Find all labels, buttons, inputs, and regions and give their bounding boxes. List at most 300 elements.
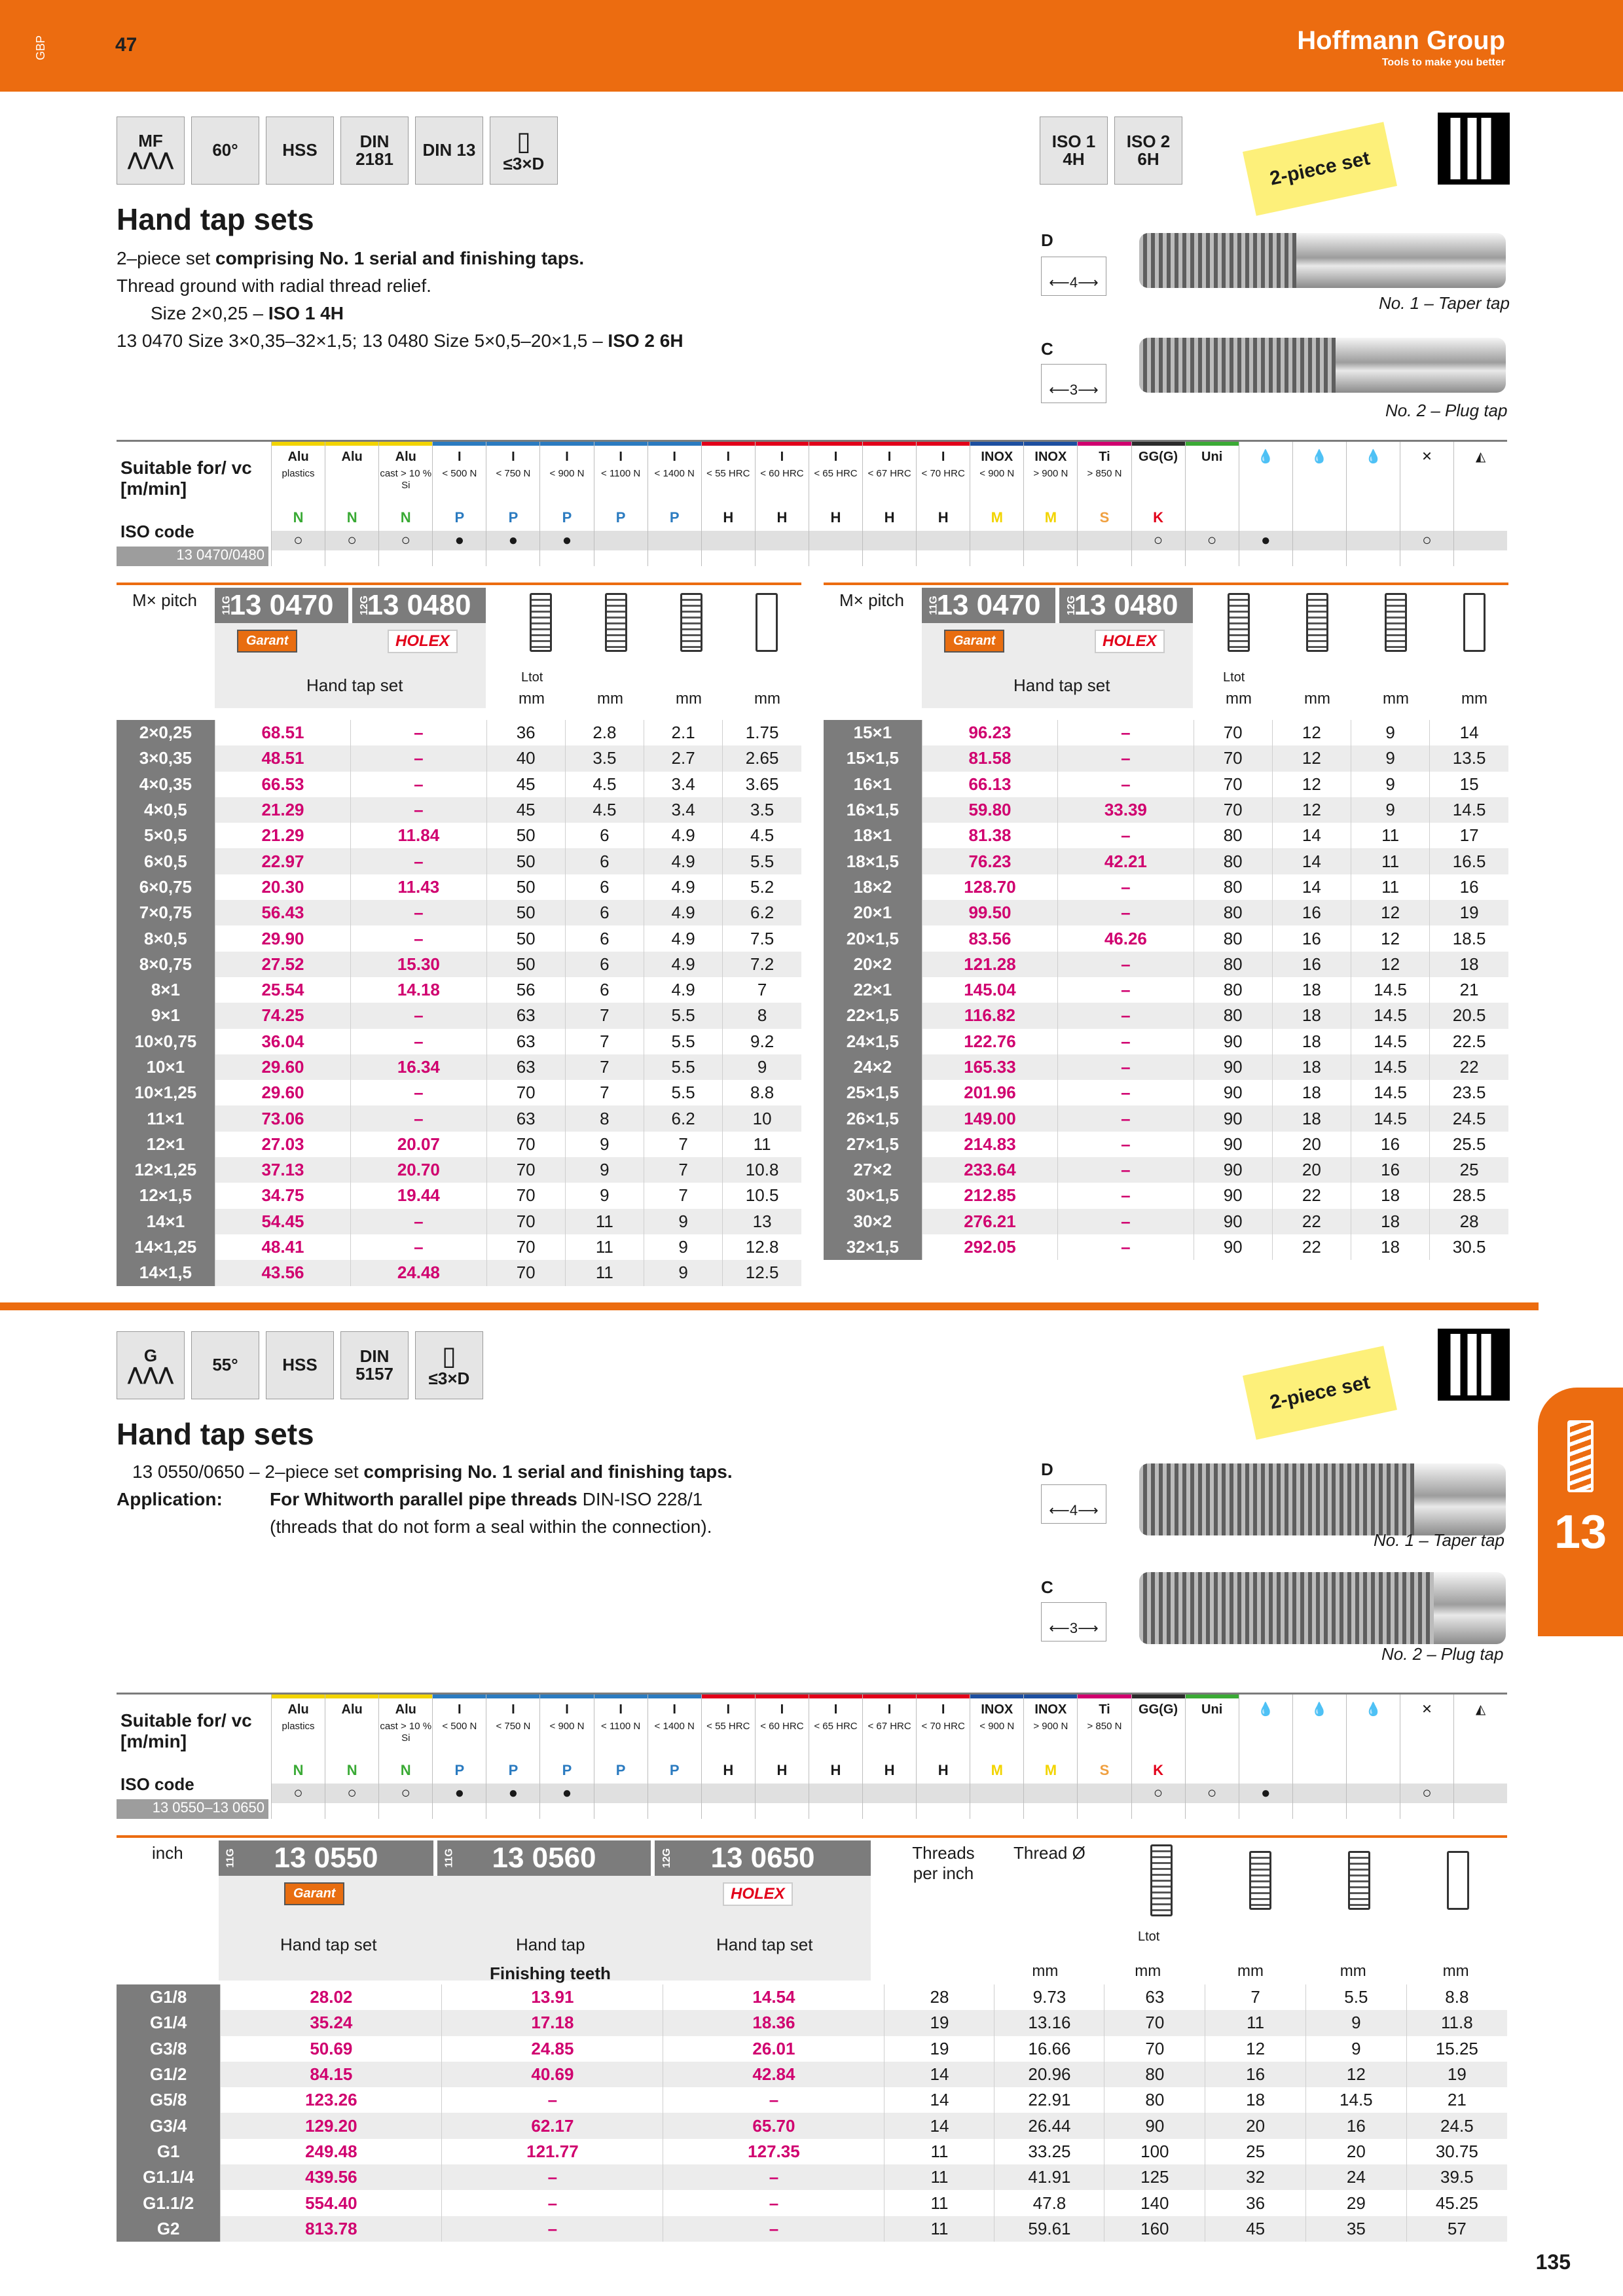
- row-label: 4×0,5: [117, 797, 215, 823]
- ltot-icon: [530, 593, 552, 652]
- table-cell: 65.70: [663, 2113, 884, 2138]
- row-label: 18×2: [824, 874, 922, 900]
- table-cell: 63: [486, 1003, 565, 1028]
- table-cell: 66.53: [215, 772, 350, 797]
- table-cell: 18: [1272, 1054, 1351, 1080]
- table-cell: 48.41: [215, 1234, 350, 1260]
- table-cell: 26.44: [994, 2113, 1104, 2138]
- table-cell: 28.5: [1430, 1183, 1508, 1208]
- sub-hand-tap: Hand tap: [516, 1935, 585, 1954]
- table-cell: 37.13: [215, 1157, 350, 1183]
- s2-taper-tap-image: [1139, 1463, 1506, 1535]
- suit-mark: ○: [325, 531, 378, 550]
- table-cell: 3.5: [565, 745, 644, 771]
- table-row: [117, 977, 801, 1003]
- suit-sub: [1400, 1721, 1453, 1757]
- table-row: [117, 1234, 801, 1260]
- table1-left: [117, 720, 801, 1286]
- table-cell: 45: [1205, 2216, 1306, 2242]
- table-cell: 29.60: [215, 1080, 350, 1105]
- holex-logo-right: HOLEX: [1095, 630, 1165, 653]
- table-cell: 28: [884, 1984, 994, 2010]
- qr-code: [1438, 113, 1510, 185]
- suit-column: [862, 442, 916, 566]
- suit-icon: ◭: [1475, 450, 1486, 464]
- table-cell: 81.38: [922, 823, 1057, 848]
- table-row: [824, 900, 1508, 925]
- row-label: 22×1,5: [824, 1003, 922, 1028]
- table-cell: 90: [1194, 1132, 1272, 1157]
- suit-iso: S: [1099, 509, 1110, 526]
- unit-row: mm mm mm mm: [519, 690, 780, 708]
- table-cell: 36.04: [215, 1029, 350, 1054]
- suit-iso: [1347, 1757, 1400, 1784]
- table-cell: –: [1058, 1003, 1194, 1028]
- table-cell: 22.97: [215, 848, 350, 874]
- table-cell: 30.5: [1430, 1234, 1508, 1260]
- table-cell: 116.82: [922, 1003, 1057, 1028]
- suit-iso: [1239, 505, 1292, 531]
- suit-mark: ●: [540, 531, 593, 550]
- ltot-label-2: Ltot: [1138, 1929, 1160, 1944]
- table-cell: 6: [565, 874, 644, 900]
- suit-column: [647, 442, 701, 566]
- tap1-chamfer-label: D: [1041, 230, 1053, 250]
- table-cell: 90: [1194, 1209, 1272, 1234]
- table-cell: 20: [1272, 1132, 1351, 1157]
- row-label: G1.1/4: [117, 2164, 221, 2190]
- suit-sub: [325, 468, 378, 505]
- table-cell: –: [351, 900, 486, 925]
- suit-sub: [1400, 468, 1453, 505]
- suit-mark: [809, 531, 862, 550]
- row-label: 24×1,5: [824, 1029, 922, 1054]
- suit-icon: I: [887, 1702, 892, 1717]
- suit-iso: H: [723, 1762, 734, 1778]
- table-cell: 9: [1351, 772, 1430, 797]
- table-row: [824, 952, 1508, 977]
- table-cell: 14.5: [1351, 1029, 1430, 1054]
- suit-column: [1400, 1695, 1453, 1819]
- table-cell: –: [663, 2087, 884, 2113]
- table-cell: 12: [1351, 900, 1430, 925]
- table-cell: 7: [723, 977, 801, 1003]
- table-cell: 70: [1194, 797, 1272, 823]
- table-cell: 22: [1430, 1054, 1508, 1080]
- suit-mark: [1078, 1784, 1131, 1803]
- suit-column: [594, 442, 647, 566]
- table-cell: 70: [1104, 2036, 1205, 2062]
- table-cell: 24.5: [1430, 1105, 1508, 1131]
- table-cell: 18: [1272, 1003, 1351, 1028]
- suit-sub: < 70 HRC: [921, 1721, 965, 1732]
- table-cell: 149.00: [922, 1105, 1057, 1131]
- suit-icon: I: [833, 450, 838, 464]
- suit-icon: 💧: [1364, 450, 1381, 464]
- col-thread-dia: Thread Ø: [1013, 1843, 1085, 1863]
- table-cell: 22: [1272, 1234, 1351, 1260]
- s2-tap1-chamfer-icon: ⟵4⟶: [1041, 1484, 1106, 1524]
- suit-icon: 💧: [1257, 1702, 1274, 1717]
- table-cell: –: [351, 1234, 486, 1260]
- table-row: [824, 1132, 1508, 1157]
- table-cell: 25.5: [1430, 1132, 1508, 1157]
- table-cell: 292.05: [922, 1234, 1057, 1260]
- suit-icon: ✕: [1421, 450, 1432, 464]
- table-cell: 18: [1272, 1105, 1351, 1131]
- suit-iso: [1186, 1757, 1239, 1784]
- row-label: 20×2: [824, 952, 922, 977]
- suit-iso: P: [615, 509, 626, 526]
- table-cell: 22.5: [1430, 1029, 1508, 1054]
- table-cell: –: [351, 848, 486, 874]
- row-label: 16×1,5: [824, 797, 922, 823]
- table-cell: 70: [486, 1260, 565, 1285]
- tap2-chamfer-icon: ⟵3⟶: [1041, 364, 1106, 403]
- row-label: G1.1/2: [117, 2190, 221, 2215]
- suit-column: [325, 442, 378, 566]
- suit-mark: ●: [1239, 1784, 1292, 1803]
- table-cell: 12: [1351, 952, 1430, 977]
- suit-mark: [863, 1784, 916, 1803]
- suit-iso: [1293, 505, 1346, 531]
- suit-iso: P: [669, 1762, 680, 1778]
- table-cell: 19: [884, 2036, 994, 2062]
- table-cell: 80: [1104, 2062, 1205, 2087]
- table-cell: 20.96: [994, 2062, 1104, 2087]
- table-cell: 2.65: [723, 745, 801, 771]
- table-cell: 4.9: [644, 874, 723, 900]
- row-label: G3/8: [117, 2036, 221, 2062]
- table-cell: 59.80: [922, 797, 1057, 823]
- suit-iso: P: [454, 509, 465, 526]
- table-cell: 56.43: [215, 900, 350, 925]
- suit-column: [378, 442, 432, 566]
- table-cell: 96.23: [922, 720, 1057, 745]
- brand-area-2: [219, 1876, 871, 1981]
- table-cell: 25: [1205, 2139, 1306, 2164]
- table-row: [824, 720, 1508, 745]
- suit-label-2: Suitable for/ vc [m/min]: [120, 1710, 252, 1751]
- suit-column: [755, 1695, 809, 1819]
- table1-right-header: [824, 583, 1508, 708]
- table-row: [824, 1157, 1508, 1183]
- table-cell: 14: [884, 2087, 994, 2113]
- table-cell: 165.33: [922, 1054, 1057, 1080]
- suit-column: [701, 442, 755, 566]
- table-cell: 20.30: [215, 874, 350, 900]
- table-row: [824, 797, 1508, 823]
- table-cell: 14.5: [1351, 1003, 1430, 1028]
- table-cell: 16: [1430, 874, 1508, 900]
- table-cell: –: [351, 720, 486, 745]
- table-cell: 1.75: [723, 720, 801, 745]
- hand-tap-set-label: Hand tap set: [306, 675, 403, 695]
- table-cell: 24: [1305, 2164, 1406, 2190]
- holex-logo-2: HOLEX: [723, 1882, 793, 1906]
- table-cell: 9: [565, 1183, 644, 1208]
- suit-sub: [1132, 1721, 1185, 1757]
- suit-iso: M: [991, 1762, 1003, 1778]
- table-cell: 36: [1205, 2190, 1306, 2215]
- suit-sub: < 65 HRC: [814, 468, 858, 479]
- table-cell: 18: [1430, 952, 1508, 977]
- suit-column: [1239, 442, 1292, 566]
- row-label: 27×2: [824, 1157, 922, 1183]
- garant-logo-2: Garant: [284, 1882, 344, 1905]
- table-cell: 9.2: [723, 1029, 801, 1054]
- suit-sub: [1347, 468, 1400, 505]
- row-label: 5×0,5: [117, 823, 215, 848]
- suit-mark: ○: [1186, 531, 1239, 550]
- table-cell: –: [1058, 1105, 1194, 1131]
- suit-mark: [970, 531, 1023, 550]
- row-label: G5/8: [117, 2087, 221, 2113]
- table-cell: 63: [486, 1029, 565, 1054]
- table-row: [824, 874, 1508, 900]
- ltot-label-right: Ltot: [1223, 670, 1245, 685]
- table-cell: 249.48: [221, 2139, 442, 2164]
- row-label: 14×1,25: [117, 1234, 215, 1260]
- suit-icon: I: [458, 450, 462, 464]
- table-cell: 233.64: [922, 1157, 1057, 1183]
- table-row: [117, 823, 801, 848]
- table-cell: 16: [1351, 1132, 1430, 1157]
- suit-iso: H: [776, 1762, 788, 1778]
- table-cell: 9: [644, 1209, 723, 1234]
- row-label: G3/4: [117, 2113, 221, 2138]
- table-cell: –: [351, 1209, 486, 1234]
- suit-iso: [1454, 1757, 1507, 1784]
- table-cell: 18: [1272, 977, 1351, 1003]
- table-row: [824, 1029, 1508, 1054]
- suit-column: [1453, 1695, 1507, 1819]
- suit-mark: [702, 531, 755, 550]
- table-cell: 8: [723, 1003, 801, 1028]
- table-cell: 33.39: [1058, 797, 1194, 823]
- suit-mark: [1454, 531, 1507, 550]
- table-cell: –: [1058, 952, 1194, 977]
- table2: [117, 1984, 1507, 2242]
- table-cell: 9: [1305, 2036, 1406, 2062]
- table-row: [117, 1029, 801, 1054]
- sub-hand-tap-set-3: Hand tap set: [716, 1935, 813, 1954]
- row-label: 15×1,5: [824, 745, 922, 771]
- row-label: 7×0,75: [117, 900, 215, 925]
- table-row: [824, 1209, 1508, 1234]
- badge-din-13: DIN 13: [415, 117, 483, 185]
- table-row: [117, 874, 801, 900]
- suit-mark: ●: [433, 1784, 486, 1803]
- suit-sub: [1186, 468, 1239, 505]
- table-cell: 15.25: [1406, 2036, 1507, 2062]
- table-cell: 70: [1104, 2010, 1205, 2036]
- table-cell: 7: [565, 1054, 644, 1080]
- s2-tap2-caption: No. 2 – Plug tap: [1381, 1644, 1504, 1664]
- section1-badges: [117, 117, 558, 185]
- col-m-pitch: M× pitch: [132, 590, 197, 610]
- table-cell: 8: [565, 1105, 644, 1131]
- table-cell: 9: [1351, 745, 1430, 771]
- table-cell: 145.04: [922, 977, 1057, 1003]
- table-cell: 27.03: [215, 1132, 350, 1157]
- table-cell: 6: [565, 952, 644, 977]
- table-cell: 3.5: [723, 797, 801, 823]
- holex-logo: HOLEX: [388, 630, 458, 653]
- row-label: 18×1,5: [824, 848, 922, 874]
- suit-iso: N: [400, 509, 411, 526]
- table-cell: 7: [644, 1132, 723, 1157]
- suit-sub: < 500 N: [442, 1721, 477, 1732]
- table-cell: 90: [1104, 2113, 1205, 2138]
- suit-sub: > 900 N: [1033, 1721, 1068, 1732]
- table-cell: 70: [486, 1183, 565, 1208]
- table-cell: –: [442, 2087, 663, 2113]
- table-cell: 63: [486, 1105, 565, 1131]
- table-cell: 11: [884, 2190, 994, 2215]
- table-cell: 19: [1406, 2062, 1507, 2087]
- table-cell: 11: [1351, 848, 1430, 874]
- table-cell: 16: [1305, 2113, 1406, 2138]
- suit-column: [1239, 1695, 1292, 1819]
- suit-icon: Alu: [341, 450, 363, 464]
- table-cell: 18: [1205, 2087, 1306, 2113]
- s2-tap2-chamfer-icon: ⟵3⟶: [1041, 1602, 1106, 1641]
- table-cell: 14.5: [1430, 797, 1508, 823]
- row-label: 3×0,35: [117, 745, 215, 771]
- table-cell: 12: [1272, 797, 1351, 823]
- bore-icon: [756, 593, 778, 652]
- row-label: 16×1: [824, 772, 922, 797]
- suit-icon: Ti: [1099, 450, 1110, 464]
- table-cell: 70: [486, 1157, 565, 1183]
- suit-column: [486, 1695, 539, 1819]
- badge-din-5157: DIN 5157: [340, 1331, 409, 1399]
- row-label: G2: [117, 2216, 221, 2242]
- suit-column: [1346, 442, 1400, 566]
- table-cell: 90: [1194, 1105, 1272, 1131]
- badge-hss-2: HSS: [266, 1331, 334, 1399]
- table-cell: 76.23: [922, 848, 1057, 874]
- suit-icon: ✕: [1421, 1702, 1432, 1717]
- suit-iso: M: [991, 509, 1003, 526]
- table-row: [117, 900, 801, 925]
- suit-column: [755, 442, 809, 566]
- table-cell: 11: [565, 1209, 644, 1234]
- row-label: 32×1,5: [824, 1234, 922, 1260]
- plug-tap-image: [1139, 338, 1506, 393]
- row-label: 4×0,35: [117, 772, 215, 797]
- table-cell: 80: [1104, 2087, 1205, 2113]
- suit-mark: [917, 531, 970, 550]
- sticky-note-2-piece: 2-piece set: [1243, 122, 1397, 216]
- table-cell: 26.01: [663, 2036, 884, 2062]
- table-cell: –: [1058, 745, 1194, 771]
- table-cell: 5.5: [1305, 1984, 1406, 2010]
- col-inch: inch: [152, 1843, 183, 1863]
- table-cell: 11: [1205, 2010, 1306, 2036]
- row-label: 30×1,5: [824, 1183, 922, 1208]
- table-cell: 63: [486, 1054, 565, 1080]
- table-row: [117, 1209, 801, 1234]
- table-cell: 28.02: [221, 1984, 442, 2010]
- badge-iso2: ISO 2 6H: [1114, 117, 1182, 185]
- table-row: [117, 2113, 1507, 2138]
- table-cell: 17.18: [442, 2010, 663, 2036]
- table-cell: 12.5: [723, 1260, 801, 1285]
- suit-mark: [1347, 531, 1400, 550]
- table-cell: 90: [1194, 1234, 1272, 1260]
- suit-sub: > 850 N: [1087, 468, 1122, 479]
- suit-mark: ●: [433, 531, 486, 550]
- table-cell: 14.5: [1351, 1080, 1430, 1105]
- table-cell: 14: [1430, 720, 1508, 745]
- suit-column: [1453, 442, 1507, 566]
- table-cell: 4.5: [723, 823, 801, 848]
- suit-iso: [1400, 505, 1453, 531]
- logo-tagline: Tools to make you better: [1381, 57, 1505, 68]
- table-cell: 6.2: [723, 900, 801, 925]
- suit-sub: < 1100 N: [601, 468, 641, 479]
- article-13-0470-right: 11G 13 0470: [922, 588, 1055, 623]
- table-cell: 14: [1272, 874, 1351, 900]
- table-cell: 20: [1305, 2139, 1406, 2164]
- suit-mark: ○: [379, 1784, 432, 1803]
- suit-column: [1400, 442, 1453, 566]
- table-cell: 6: [565, 900, 644, 925]
- suit-icon: I: [619, 450, 623, 464]
- brand-area-right: [922, 623, 1193, 708]
- table-cell: –: [1058, 1209, 1194, 1234]
- table-cell: –: [1058, 977, 1194, 1003]
- row-label: 10×1: [117, 1054, 215, 1080]
- table-cell: 17: [1430, 823, 1508, 848]
- suit-sub: [1239, 468, 1292, 505]
- suit-icon: I: [780, 450, 784, 464]
- table-cell: –: [1058, 1029, 1194, 1054]
- table-cell: 14: [884, 2113, 994, 2138]
- article-13-0560: 11G 13 0560: [437, 1840, 651, 1876]
- table-row: [117, 952, 801, 977]
- table-cell: 12: [1205, 2036, 1306, 2062]
- article-13-0470: 11G 13 0470: [215, 588, 348, 623]
- unit-row-2: mm mm mm mm mm: [1032, 1962, 1469, 1980]
- row-label: 26×1,5: [824, 1105, 922, 1131]
- suit-iso: [1347, 505, 1400, 531]
- table-cell: 21: [1406, 2087, 1507, 2113]
- table-cell: 50: [486, 900, 565, 925]
- table-cell: 4.9: [644, 823, 723, 848]
- table-cell: 63: [1104, 1984, 1205, 2010]
- table-cell: 13: [723, 1209, 801, 1234]
- suit-mark: [1293, 1784, 1346, 1803]
- suit-iso: H: [830, 1762, 841, 1778]
- article-13-0480: 12G 13 0480: [352, 588, 486, 623]
- suit-column: [1023, 442, 1077, 566]
- table-cell: 12: [1305, 2062, 1406, 2087]
- row-label: 22×1: [824, 977, 922, 1003]
- suit-column: [325, 1695, 378, 1819]
- suit-sub: plastics: [282, 468, 315, 479]
- suit-column: [432, 1695, 486, 1819]
- table-cell: 18: [1272, 1029, 1351, 1054]
- suit-mark: [863, 531, 916, 550]
- table-cell: 18.5: [1430, 925, 1508, 951]
- table-cell: 14.5: [1351, 1054, 1430, 1080]
- table-cell: 25: [1430, 1157, 1508, 1183]
- suit-column: [647, 1695, 701, 1819]
- suit-mark: ●: [486, 531, 539, 550]
